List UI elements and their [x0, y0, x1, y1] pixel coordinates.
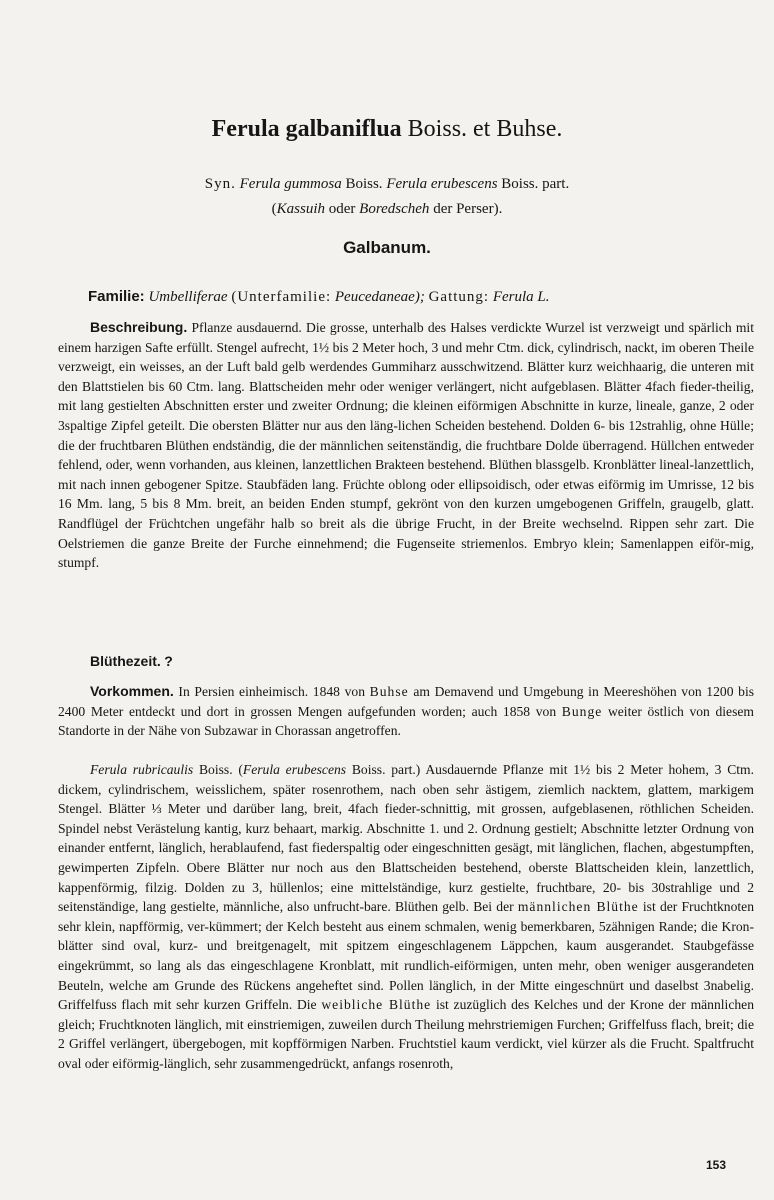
subfamily-name: Peucedaneae);: [334, 289, 425, 305]
synonyms-block: [0, 172, 774, 222]
rubricaulis-name: Ferula rubricaulis: [90, 762, 194, 777]
local-name-joiner: oder: [328, 201, 356, 217]
male-flower-term: männlichen Blüthe: [517, 899, 639, 915]
rubricaulis-text-3: ist zuzüglich des Kelches und der Krone der männlichen gleich; Fruchtknoten länglich, mit einstriemigen, zuweilen durch Theilung mehrstriemigen Furchen; Griffelfuss flach, breit; die 2 Griffel verlängert, übergebogen, mit kopfförmigen Narben. Fruchtstiel kaum verdickt, viel kürzer als die Frucht. Spaltfrucht oval oder eiförmig-länglich, sehr zusammengedrückt, anfangs rosenroth,: [58, 997, 754, 1071]
gattung-label: Gattung:: [428, 289, 490, 305]
rubricaulis-synonym: Ferula erubescens: [242, 762, 347, 777]
collector-buhse: Buhse: [369, 684, 409, 699]
vorkommen-text-1: In Persien einheimisch. 1848 von: [178, 684, 366, 699]
local-name-2: Boredscheh: [359, 201, 430, 217]
page-number: 153: [706, 1158, 727, 1172]
bluethezeit-paragraph: [58, 652, 754, 672]
rubricaulis-synonym-author: Boiss. part.): [351, 762, 421, 777]
beschreibung-text: Pflanze ausdauernd. Die grosse, unterhalb des Halses verdickte Wurzel ist verzweigt und spärlich mit einem harzigen Safte erfüllt. Stengel aufrecht, 1½ bis 2 Meter hoch, 3 und mehr Ctm. dick, cylindrisch, nackt, im oberen Theile verzweigt, ein weisses, an der Luft bald gelb werdendes Gummiharz ausschwitzend. Blätter kurz weichhaarig, die unteren mit den Blattstielen bis 60 Ctm. lang. Blattscheiden mehr oder weniger verlängert, nicht aufgeblasen. Blätter 4fach fieder-theilig, mit lang gestielten Abschnitten erster und zweiter Ordnung; die kleinen eiförmigen Abschnitte in kurze, lineale, ganze, 2 oder 3spaltige Zipfel geteilt. Die obersten Blätter nur aus den läng-lichen Scheiden bestehend. Dolden 6- bis 12strahlig, ohne Hülle; die der fruchtbaren Blüthen endständig, die der männlichen seitenständig, die fruchtbare Dolde überragend. Hüllchen entweder fehlend, oder, wenn vorhanden, aus kleinen, lanzettlichen Brakteen bestehend. Blüthen blassgelb. Kronblätter lineal-lanzettlich, mit nach innen gebogener Spitze. Staubfäden lang. Früchte oblong oder ellipsoidisch, oder etwas eiförmig im Umrisse, 12 bis 16 Mm. lang, 5 bis 8 Mm. breit, an beiden Enden stumpf, gekrönt von den kurzen umgebogenen Griffeln, graugelb, glatt. Randflügel der Früchtchen ungefähr halb so breit als die übrige Frucht, in der Breite wechselnd. Rippen sehr zart. Die Oelstriemen die ganze Breite der Furche einnehmend; die Fugenseite striemenlos. Embryo klein; Samenlappen eiför-mig, stumpf.: [58, 320, 754, 571]
local-names-line: [0, 197, 774, 222]
familie-line: [88, 288, 738, 306]
synonyms-prefix: Syn.: [204, 176, 236, 192]
synonym-1: Ferula gummosa: [239, 176, 342, 192]
family-name: Umbelliferae: [148, 289, 228, 305]
paren-open: (: [271, 201, 277, 217]
vorkommen-text-3: weiter östlich von diesem Standorte in der Nähe von Subzawar in Chorassan angetroffen.: [58, 703, 754, 739]
section-heading: Galbanum.: [343, 238, 431, 257]
synonym-1-author: Boiss.: [345, 176, 383, 192]
local-name-1: Kassuih: [276, 201, 326, 217]
genus-name: Ferula L.: [492, 289, 550, 305]
rubricaulis-author: Boiss. (: [198, 762, 243, 777]
synonym-2: Ferula erubescens: [386, 176, 498, 192]
synonyms-line: [0, 172, 774, 197]
vorkommen-text-2: am Demavend und Umgebung in Meereshöhen von 1200 bis 2400 Meter entdeckt und dort in grossen Mengen aufgefunden worden; auch 1858 von: [58, 684, 755, 719]
species-name: Ferula galbaniflua: [211, 116, 402, 142]
vorkommen-label: Vorkommen.: [90, 683, 174, 699]
rubricaulis-paragraph: [58, 760, 754, 1074]
rubricaulis-text-1: Ausdauernde Pflanze mit 1½ bis 2 Meter hohem, 3 Ctm. dickem, cylindrischem, weisslichem, später rosenrothem, nach oben sehr ästigem, ziemlich nacktem, glattem, markigem Stengel. Blätter ⅓ Meter und darüber lang, breit, 4fach fieder-schnittig, mit grossen, aufgeblasenen, röthlichen Scheiden. Spindel nebst Verästelung kantig, kurz behaart, markig. Abschnitte 1. und 2. Ordnung gestielt; Abschnitte letzter Ordnung von einander entfernt, länglich, herablaufend, fast fiederspaltig oder eingeschnitten gesägt, mit länglichen, flachen, abgestumpften, gewimperten Zipfeln. Obere Blätter nur noch aus den Blattscheiden bestehend, oberste Blattscheiden klein, lanzettlich, kappenförmig, filzig. Dolden zu 3, hüllenlos; eine mittelständige, kurz gestielte, fruchtbare, 20- bis 30strahlige und 2 seitenständige, lang gestielte, männliche, also unfrucht-bare. Blüthen gelb. Bei der: [58, 762, 755, 915]
rubricaulis-text-2: ist der Fruchtknoten sehr klein, napfförmig, ver-kümmert; der Kelch besteht aus einem schmalen, wenig bemerkbaren, 5zähnigen Rande; die Kron-blätter sind oval, kurz- und breitgenagelt, mit spitzem eingeschlagenem Läppchen, kaum ausgerandet. Staubgefässe eingekrümmt, so lang als das eingeschlagene Kronblatt, mit rundlich-eiförmigen, unten mehr, oben weniger ausgerandeten Beuteln, welche am Grunde des Rückens angeheftet sind. Pollen länglich, in der Mitte eingeschnürt und daselbst 3nabelig. Griffelfuss flach mit sehr kurzen Griffeln. Die: [58, 899, 754, 1013]
local-name-tail: der Perser).: [433, 201, 503, 217]
vorkommen-paragraph: [58, 682, 754, 741]
bluethezeit-value: ?: [164, 653, 173, 669]
beschreibung-label: Beschreibung.: [90, 319, 188, 335]
subfamily-label: (Unterfamilie:: [231, 289, 332, 305]
page-title: [0, 116, 774, 143]
familie-label: Familie:: [88, 288, 145, 305]
synonym-2-author: Boiss. part.: [501, 176, 570, 192]
species-authors: Boiss. et Buhse.: [407, 116, 563, 142]
female-flower-term: weibliche Blüthe: [321, 997, 432, 1013]
bluethezeit-label: Blüthezeit.: [90, 653, 161, 669]
beschreibung-paragraph: [58, 318, 754, 573]
collector-bunge: Bunge: [561, 703, 603, 719]
